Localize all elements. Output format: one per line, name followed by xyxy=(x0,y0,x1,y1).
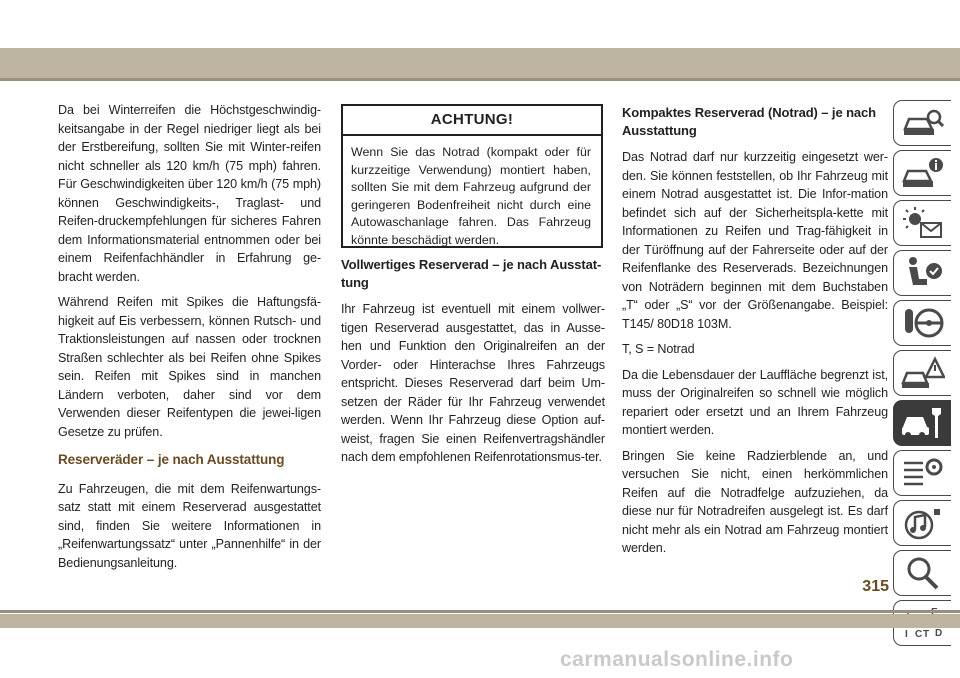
section-heading-compact-spare: Kompaktes Reserverad (Notrad) – je nach Ausstattung xyxy=(622,105,877,138)
warning-title: ACHTUNG! xyxy=(343,106,601,136)
warning-box xyxy=(341,104,603,248)
header-rule xyxy=(0,78,960,81)
watermark: carmanualsonline.info xyxy=(560,648,794,671)
tab-warning-lights[interactable] xyxy=(893,200,951,246)
car-search-icon xyxy=(901,105,945,141)
column-right xyxy=(622,104,888,565)
paragraph-tread-life: Da die Lebensdauer der Lauffläche begrenzt ist, muss der Originalreifen so schnell wie möglich repariert oder ersetzt und an Ihrem Fahrzeug montiert werden. xyxy=(622,367,888,437)
paragraph-tire-service-kit: Zu Fahrzeugen, die mit dem Reifenwartungs-satz statt mit einem Reserverad ausgestattet sind, finden Sie weitere Informationen in „Reifenwartungssatz“ unter „Pannenhilfe“ in der Bedienungsanleitung. xyxy=(58,481,321,570)
tab-steering-wheel[interactable] xyxy=(893,300,951,346)
maintenance-list-icon xyxy=(901,455,945,491)
svg-text:I: I xyxy=(904,629,908,640)
section-heading-full-spare: Vollwertiges Reserverad – je nach Ausstat-tung xyxy=(341,257,602,290)
tab-car-service[interactable] xyxy=(893,400,951,446)
svg-text:C: C xyxy=(914,629,922,640)
tab-car-search[interactable] xyxy=(893,100,951,146)
multimedia-icon xyxy=(901,505,945,541)
paragraph-compact-spare-info: Das Notrad darf nur kurzzeitig eingesetzt wer-den. Sie können feststellen, ob Ihr Fahrzeug mit einem Notrad ausgestattet ist. Die Infor-mation befindet sich auf der Sicherheitspla-kette mit Informationen zu Reifen und Trag-fähigkeit in der Türöffnung auf der Fahrerseite oder auf der Reifenflanke des Reserverads. Bezeichnungen von Noträdern beginnen mit dem Buchstaben „T“ oder „S“ vor der Größenangabe. Beispiel: T145/ 80D18 103M. xyxy=(622,150,888,331)
tab-multimedia[interactable] xyxy=(893,500,951,546)
paragraph-winter-tires: Da bei Winterreifen die Höchstgeschwindig-keitsangabe in der Regel niedriger liegt als bei der Erstbereifung, sollten Sie mit Winter-reifen nicht schneller als 120 km/h (75 mph) fahren. Für Geschwindigkeiten über 120 km/h (75 mph) können Geschwindigkeits-, Traglast- und Reifen-druckempfehlungen für sicheres Fahren dem Informationsmaterial entnommen oder bei einem Reifenfachhändler in Erfahrung ge-bracht werden. xyxy=(58,103,321,284)
header-band xyxy=(0,48,960,78)
tab-hazard-car[interactable] xyxy=(893,350,951,396)
tab-car-info[interactable] xyxy=(893,150,951,196)
car-info-icon xyxy=(901,155,945,191)
warning-lights-icon xyxy=(901,205,945,241)
footer-rule xyxy=(0,610,960,613)
hazard-car-icon xyxy=(901,355,945,391)
tab-maintenance-list[interactable] xyxy=(893,450,951,496)
paragraph-wheel-cover: Bringen Sie keine Radzierblende an, und versuchen Sie nicht, einen herkömmlichen Reifen auf die Notradfelge aufzuziehen, da diese nur für Notradreifen ausgelegt ist. Es darf nicht mehr als ein Notrad am Fahrzeug montiert werden. xyxy=(622,448,888,555)
paragraph-spike-tires: Während Reifen mit Spikes die Haftungsfä-higkeit auf Eis verbessern, können Rutsch- und Traktionsleistungen auf nassen oder trocknen Straßen schlechter als bei Reifen ohne Spikes sein. Reifen mit Spikes sind in manchen Ländern verboten, daher sind vor dem Verwenden dieser Reifentypen die jewei-ligen Gesetze zu prüfen. xyxy=(58,295,321,439)
section-heading-spare-wheels: Reserveräder – je nach Ausstattung xyxy=(58,452,285,467)
svg-text:D: D xyxy=(934,628,942,639)
footer-band xyxy=(0,614,960,628)
tab-search[interactable] xyxy=(893,550,951,596)
column-middle xyxy=(341,256,605,474)
chapter-tabs xyxy=(893,100,951,650)
tab-airbag-seat[interactable] xyxy=(893,250,951,296)
warning-text: Wenn Sie das Notrad (kompakt oder für kurzzeitige Verwendung) montiert haben, sollten Sie mit dem Fahrzeug aufgrund der geringeren Bodenfreiheit nicht durch eine Autowaschanlage fahren. Das Fahrzeug könnte beschädigt werden. xyxy=(351,145,591,247)
paragraph-full-spare: Ihr Fahrzeug ist eventuell mit einem vollwer-tigen Reserverad ausgestattet, das in Ausse-hen und Funktion den Originalreifen an der Vorder- oder Hinterachse Ihres Fahrzeugs entspricht. Dieses Reserverad darf beim Um-setzen der Räder für Ihr Fahrzeug verwendet werden. Wenn Ihr Fahrzeug diese Option auf-weist, fragen Sie einen Reifenvertragshändler nach dem empfohlenen Reifenrotationsmus-ter. xyxy=(341,302,605,464)
steering-wheel-icon xyxy=(901,305,945,341)
paragraph-notrad-definition: T, S = Notrad xyxy=(622,342,695,356)
column-left xyxy=(58,101,321,579)
car-service-icon xyxy=(901,405,945,441)
airbag-seat-icon xyxy=(901,255,945,291)
search-icon xyxy=(901,555,945,591)
page-number: 315 xyxy=(862,578,889,595)
svg-text:T: T xyxy=(922,629,929,640)
